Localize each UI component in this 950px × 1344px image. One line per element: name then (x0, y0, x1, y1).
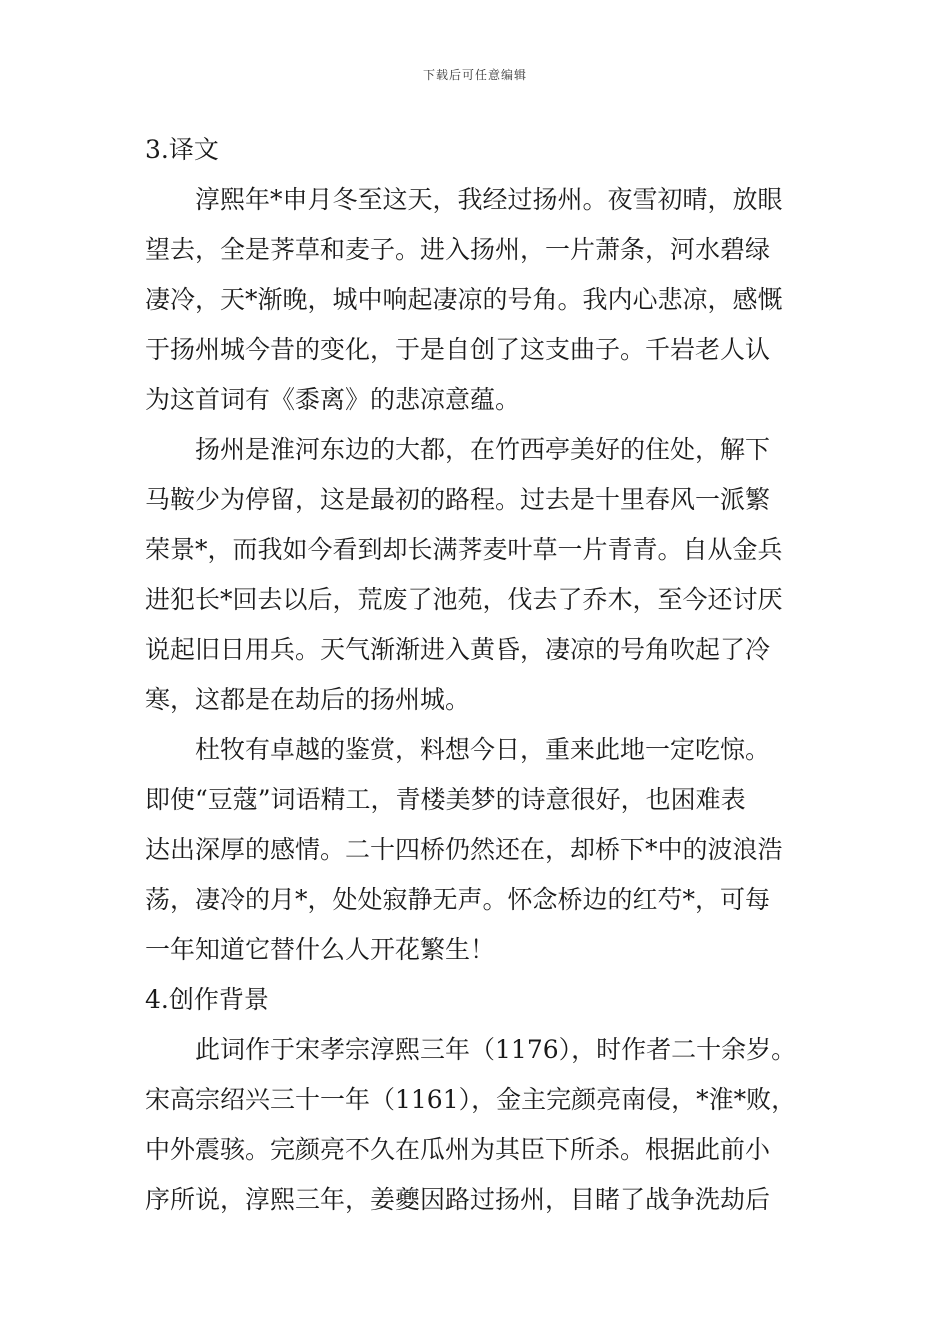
paragraph (145, 1025, 835, 1225)
text-line: 进犯长*回去以后，荒废了池苑，伐去了乔木，至今还讨厌 (145, 585, 783, 614)
text-line: 望去，全是荠草和麦子。进入扬州，一片萧条，河水碧绿 (145, 235, 771, 264)
document-body (145, 125, 835, 1225)
text-line: 于扬州城今昔的变化，于是自创了这支曲子。千岩老人认 (145, 335, 771, 364)
text-line: 此词作于宋孝宗淳熙三年（1176），时作者二十余岁。 (195, 1035, 797, 1064)
section-heading-background: 4.创作背景 (145, 985, 269, 1014)
text-line: 一年知道它替什么人开花繁生！ (145, 935, 496, 964)
text-line: 淳熙年*申月冬至这天，我经过扬州。夜雪初晴，放眼 (195, 185, 783, 214)
text-line: 寒，这都是在劫后的扬州城。 (145, 685, 471, 714)
text-line: 为这首词有《黍离》的悲凉意蕴。 (145, 385, 521, 414)
text-line: 达出深厚的感情。二十四桥仍然还在，却桥下*中的波浪浩 (145, 835, 783, 864)
text-line: 说起旧日用兵。天气渐渐进入黄昏，凄凉的号角吹起了冷 (145, 635, 771, 664)
paragraph (145, 175, 835, 425)
text-line: 即使“豆蔻”词语精工，青楼美梦的诗意很好，也困难表 (145, 785, 746, 814)
page-header-note: 下载后可任意编辑 (422, 68, 527, 82)
section-heading-translation: 3.译文 (145, 135, 219, 164)
text-line: 马鞍少为停留，这是最初的路程。过去是十里春风一派繁 (145, 485, 771, 514)
paragraph (145, 425, 835, 725)
text-line: 凄冷，天*渐晚，城中响起凄凉的号角。我内心悲凉，感慨 (145, 285, 783, 314)
text-line: 序所说，淳熙三年，姜夔因路过扬州，目睹了战争洗劫后 (145, 1185, 771, 1214)
text-line: 荡，凄冷的月*，处处寂静无声。怀念桥边的红芍*，可每 (145, 885, 771, 914)
text-line: 杜牧有卓越的鉴赏，料想今日，重来此地一定吃惊。 (195, 735, 771, 764)
text-line: 宋高宗绍兴三十一年（1161），金主完颜亮南侵，*淮*败， (145, 1085, 797, 1114)
text-line: 中外震骇。完颜亮不久在瓜州为其臣下所杀。根据此前小 (145, 1135, 771, 1164)
text-line: 荣景*，而我如今看到却长满荠麦叶草一片青青。自从金兵 (145, 535, 783, 564)
text-line: 扬州是淮河东边的大都，在竹西亭美好的住处，解下 (195, 435, 771, 464)
paragraph (145, 725, 835, 975)
